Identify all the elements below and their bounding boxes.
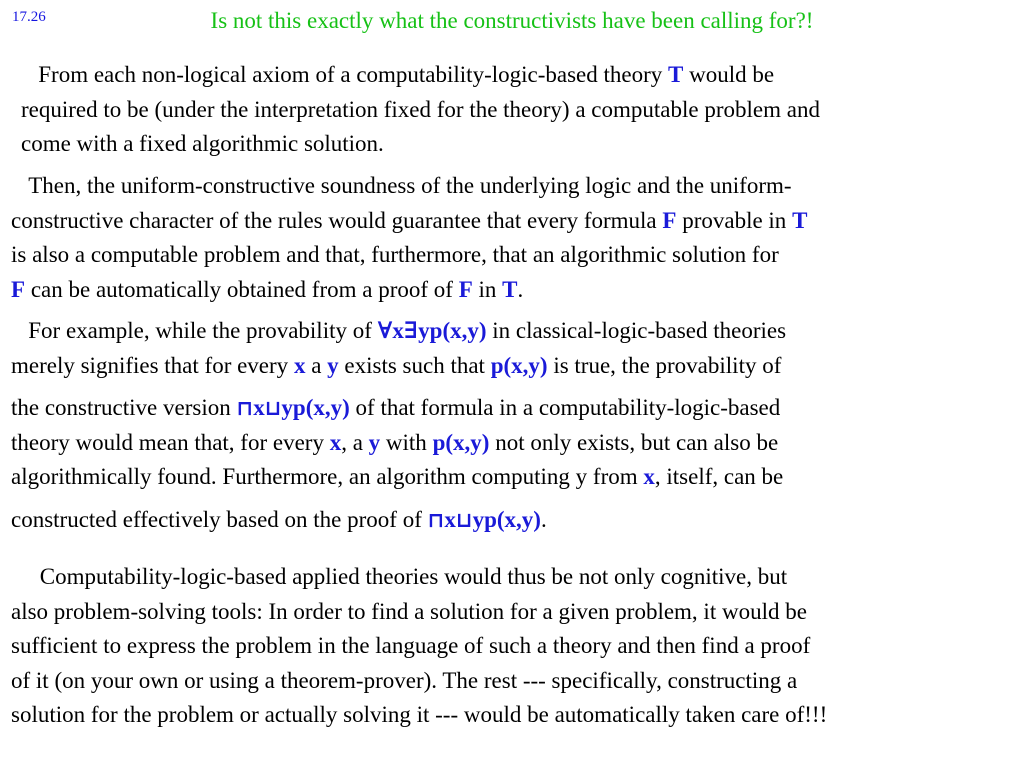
p2-line-2 — [11, 204, 807, 239]
var-x: x — [253, 395, 265, 420]
p3-line-6 — [11, 503, 786, 538]
predicate-pxy: p(x,y) — [484, 506, 541, 532]
p3-text: the constructive version — [11, 395, 237, 420]
p3-text: of that formula in a computability-logic-based — [349, 395, 781, 420]
var-y: y — [472, 506, 485, 532]
p1-text: would be — [683, 62, 775, 87]
var-x: x — [329, 429, 342, 455]
p2-line-3: is also a computable problem and that, furthermore, that an algorithmic solution for — [11, 242, 779, 267]
p3-text: a — [305, 352, 328, 378]
p2-text: . — [517, 276, 524, 302]
predicate-pxy: p(x,y) — [432, 429, 490, 455]
p3-text: exists such that — [338, 352, 491, 378]
p1-text: From each non-logical axiom of a computability-logic-based theory — [38, 62, 669, 87]
formula-F: F — [458, 276, 473, 302]
p1-line-3: come with a fixed algorithmic solution. — [21, 131, 384, 156]
p2-text: constructive character of the rules would guarantee that every formula — [11, 207, 663, 233]
formula-F: F — [662, 207, 677, 233]
paragraph-axioms — [21, 58, 820, 162]
p2-text: can be automatically obtained from a proof of — [25, 276, 459, 302]
slide-title: Is not this exactly what the constructivists have been calling for?! — [210, 8, 814, 33]
p4-line-4: of it (on your own or using a theorem-prover). The rest --- specifically, constructing a — [11, 667, 798, 693]
p3-text: is true, the provability of — [547, 352, 782, 378]
p3-text: with — [380, 429, 433, 455]
choice-existential-op: ⊔ — [455, 507, 473, 532]
paragraph-applications — [11, 560, 827, 733]
p1-line-1 — [21, 58, 820, 93]
p2-text: provable in — [676, 207, 793, 233]
var-x: x — [293, 352, 306, 378]
p3-text: in classical-logic-based theories — [486, 318, 787, 343]
paragraph-example — [11, 314, 786, 537]
p3-line-2 — [11, 349, 786, 384]
p3-line-3 — [11, 391, 786, 426]
var-y: y — [281, 395, 293, 420]
p3-text: theory would mean that, for every — [11, 429, 330, 455]
formula-constructive — [428, 507, 541, 532]
formula-F: F — [11, 276, 26, 302]
p4-line-1 — [11, 560, 827, 595]
predicate-pxy: p(x,y) — [490, 352, 548, 378]
var-y: y — [368, 429, 381, 455]
p1-line-2: required to be (under the interpretation fixed for the theory) a computable problem and — [21, 96, 820, 122]
p2-text: Then, the uniform-constructive soundness of the underlying logic and the uniform- — [28, 173, 792, 198]
p3-line-4 — [11, 426, 786, 461]
p4-line-3: sufficient to express the problem in the language of such a theory and then find a proof — [11, 633, 811, 658]
theory-T: T — [668, 62, 684, 87]
p3-line-5 — [11, 460, 786, 495]
formula-constructive — [236, 395, 349, 420]
slide-number: 17.26 — [12, 9, 46, 25]
p3-text: merely signifies that for every — [11, 352, 294, 378]
p3-text: , a — [341, 429, 369, 455]
p2-line-1 — [11, 169, 807, 204]
p3-text: algorithmically found. Furthermore, an algorithm computing y from — [11, 464, 644, 489]
p4-text: Computability-logic-based applied theories would thus be not only cognitive, but — [39, 564, 788, 589]
choice-existential-op: ⊔ — [264, 396, 282, 420]
var-y: y — [327, 352, 339, 378]
formula-classical: ∀x∃yp(x,y) — [377, 318, 487, 343]
p3-line-1 — [11, 314, 786, 349]
p2-text: in — [472, 276, 503, 302]
var-x: x — [444, 506, 456, 532]
p3-text: not only exists, but can also be — [489, 429, 779, 455]
p3-text: , itself, can be — [654, 464, 784, 489]
p3-text: . — [540, 506, 547, 532]
paragraph-soundness — [11, 169, 807, 307]
theory-T: T — [792, 207, 808, 233]
p3-text: For example, while the provability of — [28, 318, 378, 343]
predicate-pxy: p(x,y) — [292, 395, 350, 420]
p2-line-4 — [11, 273, 807, 308]
p3-text: constructed effectively based on the proof of — [11, 506, 428, 532]
p4-line-5: solution for the problem or actually solving it --- would be automatically taken care of!!! — [11, 702, 828, 727]
var-x: x — [643, 464, 655, 489]
theory-T: T — [502, 276, 518, 302]
choice-universal-op: ⊓ — [427, 507, 445, 532]
p4-line-2: also problem-solving tools: In order to find a solution for a given problem, it would be — [11, 598, 807, 624]
choice-universal-op: ⊓ — [236, 396, 254, 420]
